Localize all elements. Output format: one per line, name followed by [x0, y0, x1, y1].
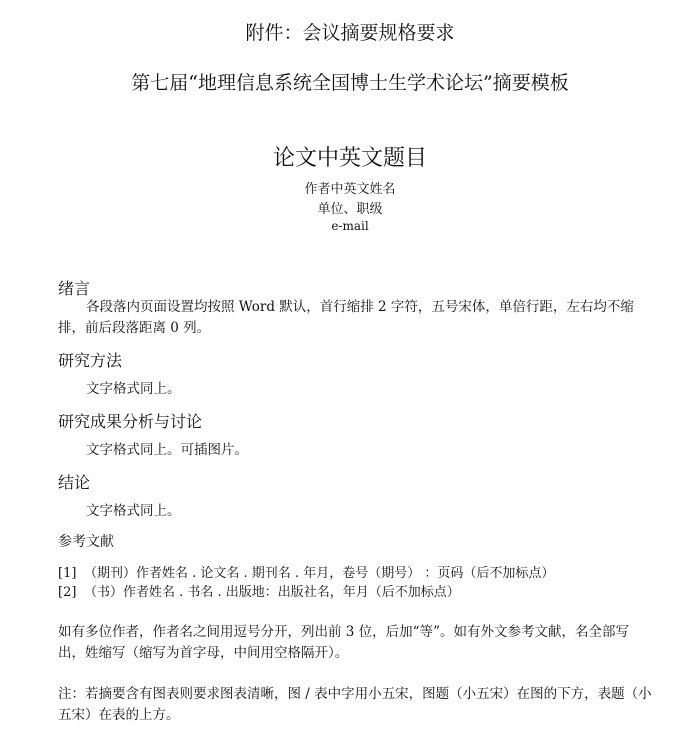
author-name: 作者中英文姓名 — [304, 182, 396, 197]
references-heading: 参考文献 — [58, 534, 114, 550]
reference-text: （期刊）作者姓名 . 论文名 . 期刊名 . 年月，卷号（期号） ：页码（后不加标点） — [84, 566, 555, 581]
figure-table-note: 注：若摘要含有图表则要求图表清晰，图 / 表中字用小五宋，图题（小五宋）在图的下方，表题（小五宋）在表的上方。 — [58, 686, 652, 723]
reference-item — [58, 581, 460, 600]
section-text-conclusion: 文字格式同上。 — [86, 503, 181, 519]
paper-title: 论文中英文题目 — [272, 146, 427, 171]
section-heading-conclusion: 结论 — [58, 473, 91, 492]
section-text-method: 文字格式同上。 — [86, 381, 181, 397]
reference-text: （书）作者姓名 . 书名 . 出版地：出版社名，年月（后不加标点） — [84, 585, 460, 600]
reference-number: [1] — [58, 566, 77, 581]
reference-item — [58, 562, 554, 581]
section-heading-method: 研究方法 — [58, 351, 123, 370]
attachment-title: 附件：会议摘要规格要求 — [245, 22, 455, 44]
affiliation: 单位、职级 — [317, 202, 383, 217]
email: e-mail — [331, 219, 369, 233]
section-text-intro: 各段落内页面设置均按照 Word 默认，首行缩排 2 字符，五号宋体，单倍行距，左右均不缩排，前后段落距离 0 列。 — [58, 299, 634, 336]
section-heading-intro: 绪言 — [58, 279, 91, 298]
section-text-results: 文字格式同上。可插图片。 — [86, 442, 248, 458]
template-title: 第七届“地理信息系统全国博士生学术论坛”摘要模板 — [131, 72, 569, 94]
reference-number: [2] — [58, 585, 77, 600]
multi-author-note: 如有多位作者，作者名之间用逗号分开，列出前 3 位，后加“等”。如有外文参考文献，名全部写出，姓缩写（缩写为首字母，中间用空格隔开）。 — [58, 624, 629, 661]
section-heading-results: 研究成果分析与讨论 — [58, 412, 203, 431]
